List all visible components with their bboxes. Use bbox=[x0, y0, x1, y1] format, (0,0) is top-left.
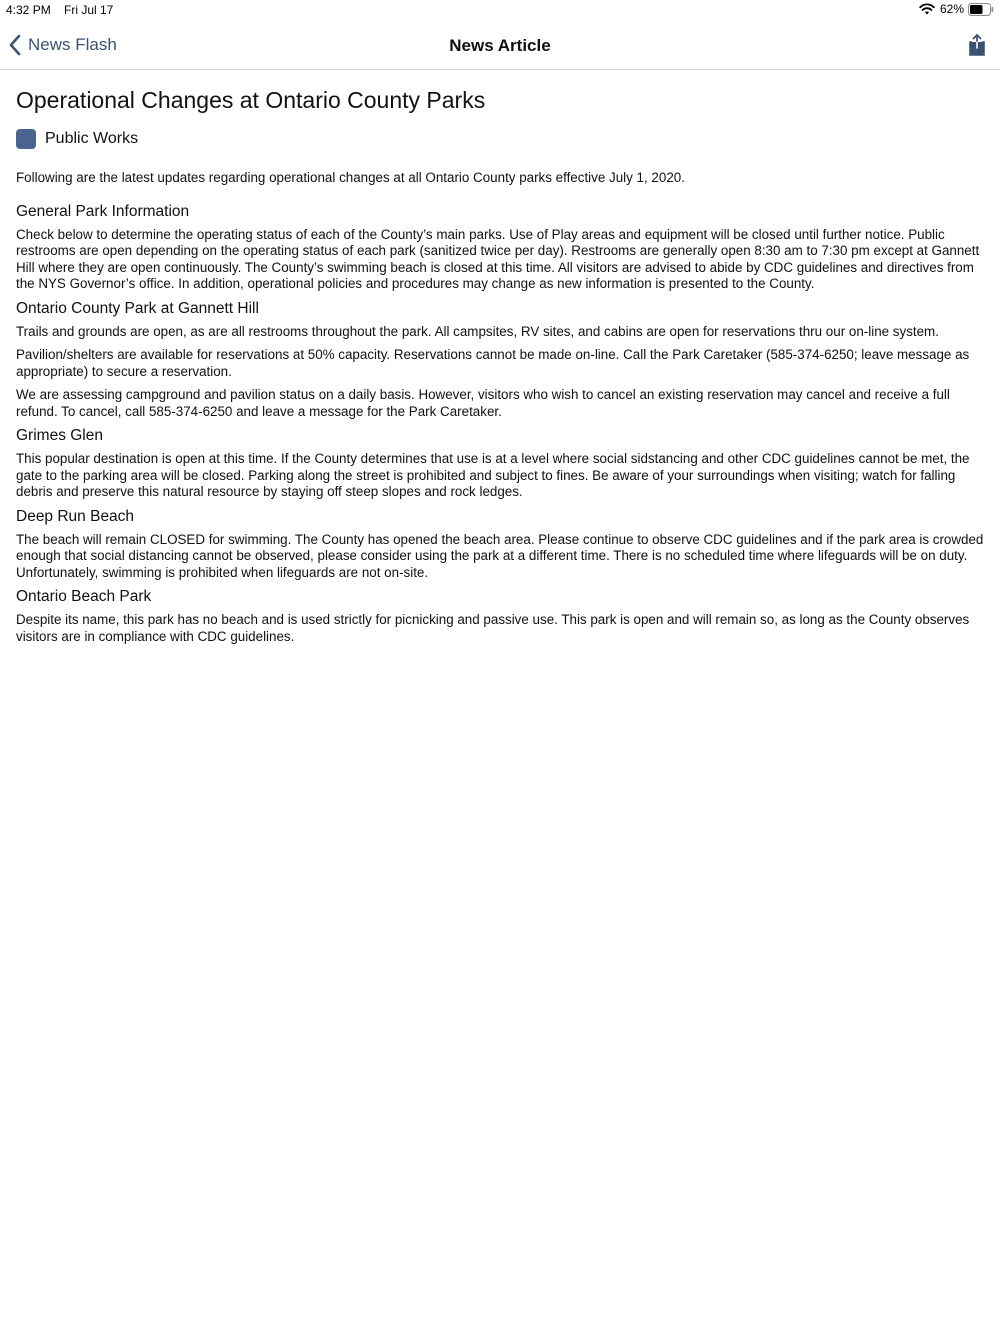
navigation-bar bbox=[0, 22, 1000, 70]
article-content bbox=[16, 86, 984, 645]
category-label: Public Works bbox=[45, 130, 139, 147]
battery-icon bbox=[968, 3, 994, 16]
section-grimes-glen bbox=[16, 426, 984, 501]
status-bar bbox=[0, 0, 1000, 22]
wifi-icon bbox=[919, 2, 935, 16]
section-heading: Grimes Glen bbox=[16, 427, 103, 444]
section-heading: Deep Run Beach bbox=[16, 507, 135, 525]
article-title: Operational Changes at Ontario County Parks bbox=[16, 87, 486, 113]
section-heading: Ontario County Park at Gannett Hill bbox=[16, 299, 259, 317]
section-heading: General Park Information bbox=[16, 202, 190, 220]
section-paragraph: We are assessing campground and pavilion status on a daily basis. However, visitors who wish to cancel an existing reservation may cancel and receive a full refund. To cancel, call 585-374-6250 and leave a message for the Park Caretaker. bbox=[16, 387, 950, 419]
section-paragraph: Pavilion/shelters are available for reservations at 50% capacity. Reservations cannot be made on-line. Call the Park Caretaker (585-374-6250; leave message as appropriate) to secure a reservation. bbox=[16, 347, 970, 379]
nav-title: News Article bbox=[449, 36, 551, 55]
section-general-park-information bbox=[16, 202, 984, 293]
section-heading: Ontario Beach Park bbox=[16, 588, 152, 605]
status-date: Fri Jul 17 bbox=[64, 3, 114, 17]
section-deep-run-beach bbox=[16, 507, 984, 582]
back-button-label: News Flash bbox=[28, 35, 117, 54]
battery-percentage: 62% bbox=[939, 2, 964, 16]
status-indicators bbox=[919, 2, 994, 16]
section-paragraph: Despite its name, this park has no beach and is used strictly for picnicking and passive use. This park is open and will remain so, as long as the County observes visitors are in compliance with CDC guidelines. bbox=[16, 612, 970, 644]
section-ontario-beach-park bbox=[16, 587, 984, 645]
section-paragraph: The beach will remain CLOSED for swimming. The County has opened the beach area. Please continue to observe CDC guidelines and if the park area is crowded enough that social distancing cannot be observed, please consider using the park at a different time. There is no scheduled time where lifeguards will be on duty. Unfortunately, swimming is prohibited when lifeguards are not on-site. bbox=[16, 531, 984, 580]
share-icon[interactable] bbox=[968, 34, 986, 56]
section-paragraph: Trails and grounds are open, as are all restrooms throughout the park. All campsites, RV sites, and cabins are open for reservations thru our on-line system. bbox=[16, 323, 939, 339]
category-color-swatch bbox=[16, 129, 36, 149]
status-time: 4:32 PM bbox=[6, 3, 51, 17]
article-intro: Following are the latest updates regarding operational changes at all Ontario County parks effective July 1, 2020. bbox=[16, 170, 685, 185]
section-gannett-hill bbox=[16, 299, 984, 421]
section-paragraph: This popular destination is open at this time. If the County determines that use is at a level where social sidstancing and other CDC guidelines cannot be met, the gate to the parking area will be closed. Parking along the street is prohibited and subject to fines. Be aware of your surroundings when visiting; watch for falling debris and preserve this natural resource by staying off steep slopes and rock ledges. bbox=[16, 451, 970, 499]
category-tag bbox=[16, 128, 984, 150]
section-paragraph: Check below to determine the operating status of each of the County’s main parks. Use of Play areas and equipment will be closed until further notice. Public restrooms are open depending on the operating status of each park (sanitized twice per day). Restrooms are generally open 8:30 am to 7:30 pm except at Gannett Hill where they are open continuously. The County’s swimming beach is closed at this time. All visitors are advised to abide by CDC guidelines and directives from the NYS Governor’s office. In addition, operational policies and procedures may change as new information is presented to the County. bbox=[16, 226, 980, 291]
